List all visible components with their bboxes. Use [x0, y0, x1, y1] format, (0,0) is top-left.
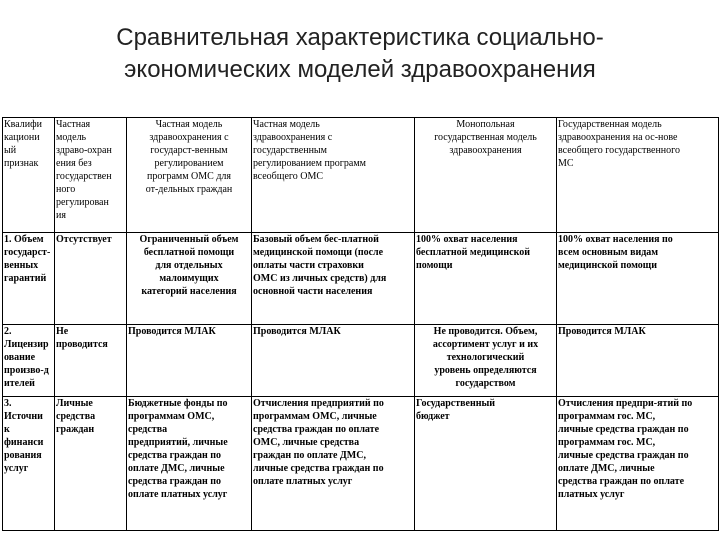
header-cell-private-universal-oms: Частная модель здравоохранения с государственным регулированием программ всеобщего ОМС [252, 118, 415, 233]
row-1-criterion: 1. Объем государст- венных гарантий [3, 233, 55, 325]
row-3-col-3: Отчисления предприятий по программам ОМС, личные средства граждан по оплате ОМС, личные средства граждан по оплате ДМС, личные средства граждан по оплате платных услуг [252, 397, 415, 531]
row-3-col-5: Отчисления предпри-ятий по программам гос. МС, личные средства граждан по программам гос. МС, личные средства граждан по оплате ДМС, личные средства граждан по оплате платных услуг [557, 397, 719, 531]
row-1-col-2: Ограниченный объем бесплатной помощи для отдельных малоимущих категорий населения [127, 233, 252, 325]
page-title [0, 22, 720, 86]
title-line-1: Сравнительная характеристика социально- [116, 24, 604, 51]
header-cell-private-unregulated: Частная модель здраво-охран ения без государствен ного регулирован ия [55, 118, 127, 233]
row-1-col-5: 100% охват населения по всем основным видам медицинской помощи [557, 233, 719, 325]
header-cell-state-monopoly: Монопольная государственная модель здравоохранения [415, 118, 557, 233]
title-line-2: экономических моделей здравоохранения [124, 56, 596, 83]
row-1-col-4: 100% охват населения бесплатной медицинской помощи [415, 233, 557, 325]
table-row [3, 325, 719, 397]
row-2-col-2: Проводится МЛАК [127, 325, 252, 397]
row-2-col-3: Проводится МЛАК [252, 325, 415, 397]
comparison-table [2, 117, 719, 531]
row-3-col-1: Личные средства граждан [55, 397, 127, 531]
row-3-col-4: Государственный бюджет [415, 397, 557, 531]
header-cell-criterion: Квалифи кациони ый признак [3, 118, 55, 233]
table-row [3, 233, 719, 325]
row-1-col-1: Отсутствует [55, 233, 127, 325]
header-cell-private-oms-selected: Частная модель здравоохранения с государст-венным регулированием программ ОМС для от-дельных граждан [127, 118, 252, 233]
row-2-col-1: Не проводится [55, 325, 127, 397]
row-3-criterion: 3. Источни к финанси рования услуг [3, 397, 55, 531]
table-row [3, 397, 719, 531]
header-cell-state-universal: Государственная модель здравоохранения на ос-нове всеобщего государственного МС [557, 118, 719, 233]
row-2-col-4: Не проводится. Объем, ассортимент услуг и их технологический уровень определяются государством [415, 325, 557, 397]
row-1-col-3: Базовый объем бес-платной медицинской помощи (после оплаты части страховки ОМС из личных средств) для основной части населения [252, 233, 415, 325]
row-2-criterion: 2. Лицензир ование произво-д ителей [3, 325, 55, 397]
row-2-col-5: Проводится МЛАК [557, 325, 719, 397]
table-header-row [3, 118, 719, 233]
row-3-col-2: Бюджетные фонды по программам ОМС, средства предприятий, личные средства граждан по оплате ДМС, личные средства граждан по оплате платных услуг [127, 397, 252, 531]
